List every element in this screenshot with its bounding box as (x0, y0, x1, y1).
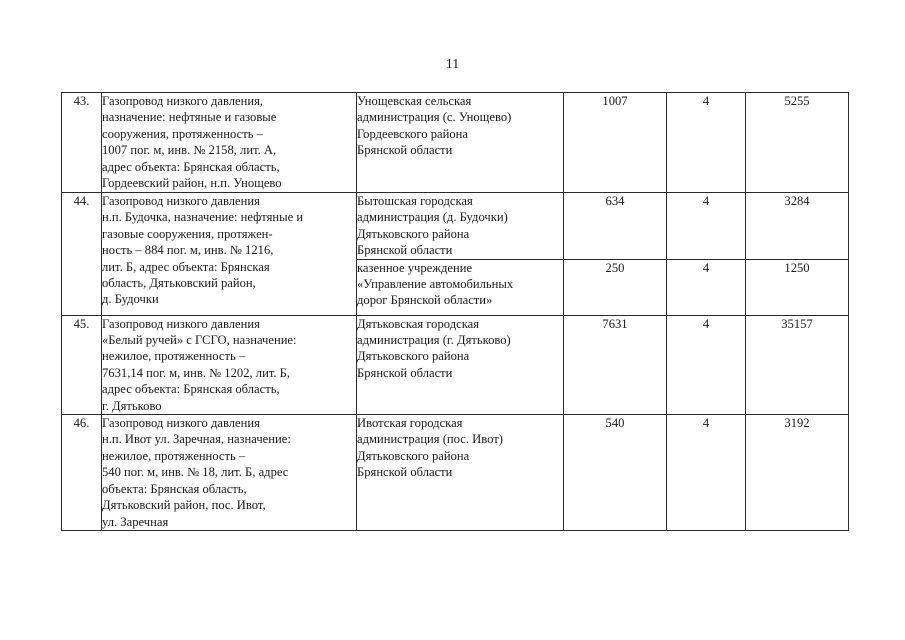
object-description-line: ул. Заречная (102, 514, 169, 529)
object-description-line: н.п. Будочка, назначение: нефтяные и (102, 210, 304, 225)
object-description (102, 315, 357, 414)
owner-name-line: Дятьковского района (357, 349, 470, 364)
owner-name-line: Брянской области (357, 365, 453, 380)
owner-name-line: администрация (с. Унощево) (357, 110, 512, 125)
object-description-line: газовые сооружения, протяжен- (102, 226, 273, 241)
owner-name-line: Брянской области (357, 243, 453, 258)
owner-name-line: администрация (г. Дятьково) (357, 333, 511, 348)
sum-value: 1250 (746, 259, 849, 315)
object-description-line: сооружения, протяженность – (102, 126, 263, 141)
page-number: 11 (445, 57, 460, 72)
object-description-line: 1007 пог. м, инв. № 2158, лит. А, (102, 143, 277, 158)
class-value: 4 (667, 193, 746, 260)
row-number: 43. (62, 93, 102, 193)
owner-name-line: Дятьковского района (357, 226, 470, 241)
table-row (62, 315, 849, 414)
object-description-line: 540 пог. м, инв. № 18, лит. Б, адрес (102, 465, 289, 480)
row-number: 44. (62, 193, 102, 316)
object-description-line: Газопровод низкого давления (102, 316, 260, 331)
object-description-line: нежилое, протяженность – (102, 448, 246, 463)
property-table (61, 92, 849, 531)
owner-name-line: дорог Брянской области» (357, 293, 493, 308)
object-description (102, 415, 357, 531)
owner-name (357, 415, 564, 531)
owner-name (357, 93, 564, 193)
table-row (62, 93, 849, 193)
object-description-line: Дятьковский район, пос. Ивот, (102, 498, 266, 513)
object-description-line: нежилое, протяженность – (102, 349, 246, 364)
object-description-line: д. Будочки (102, 292, 159, 307)
length-value: 7631 (564, 315, 667, 414)
class-value: 4 (667, 93, 746, 193)
length-value: 540 (564, 415, 667, 531)
length-value: 634 (564, 193, 667, 260)
owner-name-line: Унощевская сельская (357, 94, 472, 108)
owner-name-line: Брянской области (357, 465, 453, 480)
object-description-line: «Белый ручей» с ГСГО, назначение: (102, 333, 297, 348)
length-value: 250 (564, 259, 667, 315)
object-description-line: Гордеевский район, н.п. Унощево (102, 176, 282, 191)
owner-name-line: Гордеевского района (357, 126, 468, 141)
object-description-line: объекта: Брянская область, (102, 481, 247, 496)
owner-name (357, 193, 564, 260)
owner-name (357, 259, 564, 315)
owner-name-line: Бытошская городская (357, 194, 473, 208)
table-row (62, 193, 849, 260)
owner-name-line: Ивотская городская (357, 416, 463, 431)
owner-name (357, 315, 564, 414)
object-description-line: область, Дятьковский район, (102, 276, 256, 291)
owner-name-line: Брянской области (357, 143, 453, 158)
class-value: 4 (667, 259, 746, 315)
owner-name-line: администрация (д. Будочки) (357, 210, 508, 225)
sum-value: 3192 (746, 415, 849, 531)
sum-value: 3284 (746, 193, 849, 260)
sum-value: 5255 (746, 93, 849, 193)
object-description-line: Газопровод низкого давления (102, 416, 260, 431)
object-description (102, 93, 357, 193)
object-description-line: адрес объекта: Брянская область, (102, 382, 280, 397)
row-number: 45. (62, 315, 102, 414)
object-description-line: н.п. Ивот ул. Заречная, назначение: (102, 432, 291, 447)
object-description-line: лит. Б, адрес объекта: Брянская (102, 259, 270, 274)
object-description-line: г. Дятьково (102, 398, 162, 413)
object-description-line: ность – 884 пог. м, инв. № 1216, (102, 243, 274, 258)
object-description-line: Газопровод низкого давления (102, 194, 260, 208)
sum-value: 35157 (746, 315, 849, 414)
owner-name-line: казенное учреждение (357, 260, 473, 275)
owner-name-line: Дятьковская городская (357, 316, 480, 331)
owner-name-line: «Управление автомобильных (357, 277, 514, 292)
object-description-line: 7631,14 пог. м, инв. № 1202, лит. Б, (102, 365, 291, 380)
owner-name-line: Дятьковского района (357, 448, 470, 463)
class-value: 4 (667, 315, 746, 414)
object-description (102, 193, 357, 316)
owner-name-line: администрация (пос. Ивот) (357, 432, 503, 447)
object-description-line: Газопровод низкого давления, (102, 94, 264, 108)
object-description-line: назначение: нефтяные и газовые (102, 110, 277, 125)
length-value: 1007 (564, 93, 667, 193)
row-number: 46. (62, 415, 102, 531)
table-row (62, 415, 849, 531)
class-value: 4 (667, 415, 746, 531)
object-description-line: адрес объекта: Брянская область, (102, 159, 280, 174)
